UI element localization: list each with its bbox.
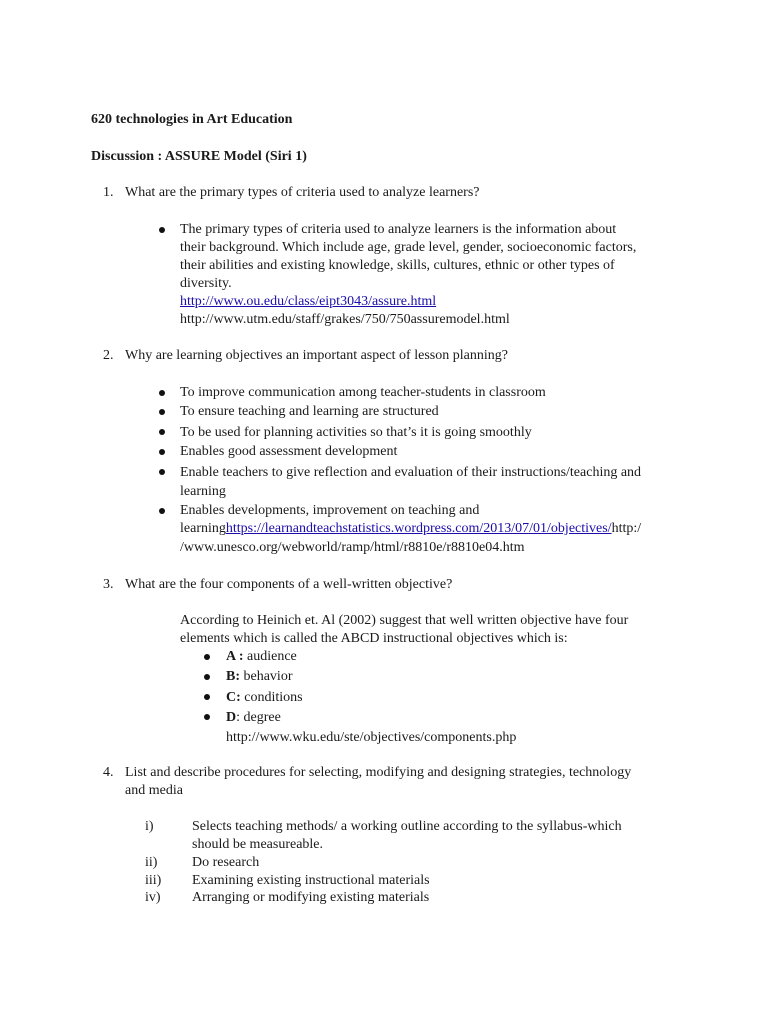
q1-reference-link[interactable]: http://www.ou.edu/class/eipt3043/assure.html [180, 294, 437, 309]
q2-bullet-item: Enables good assessment development [180, 444, 398, 459]
q4-item-text: Do research [192, 855, 260, 870]
q3-reference-text: http://www.wku.edu/ste/objectives/components.php [226, 730, 517, 745]
component-key: B: [226, 669, 240, 684]
q1-answer-line: their abilities and existing knowledge, skills, cultures, ethnic or other types of [180, 258, 615, 273]
q4-item-text: Selects teaching methods/ a working outline according to the syllabus-which [192, 819, 622, 834]
q1-question: What are the primary types of criteria used to analyze learners? [125, 185, 480, 200]
bullet-icon [204, 674, 210, 680]
q4-number: 4. [103, 765, 114, 780]
q1-reference-text: http://www.utm.edu/staff/grakes/750/750assuremodel.html [180, 312, 510, 327]
q4-item-number: iii) [145, 873, 162, 888]
component-key: D [226, 710, 237, 725]
q4-item-number: ii) [145, 855, 158, 870]
q3-intro-line: elements which is called the ABCD instructional objectives which is: [180, 631, 568, 646]
component-key: C: [226, 690, 241, 705]
bullet-icon [159, 429, 165, 435]
q2-bullet-item: To be used for planning activities so that’s it is going smoothly [180, 425, 532, 440]
bullet-icon [159, 227, 165, 233]
q1-number: 1. [103, 185, 114, 200]
bullet-icon [159, 390, 165, 396]
q3-component-item [226, 709, 281, 727]
bullet-icon [204, 694, 210, 700]
component-key: A : [226, 649, 244, 664]
q3-number: 3. [103, 577, 114, 592]
q4-item-text: Arranging or modifying existing materials [192, 890, 430, 905]
bullet-icon [159, 409, 165, 415]
q4-question-line: List and describe procedures for selecting, modifying and designing strategies, technology [125, 765, 632, 780]
q3-component-item [226, 689, 303, 707]
document-title: 620 technologies in Art Education [91, 112, 293, 127]
component-text: : degree [236, 710, 281, 725]
q2-bullet-prefix: learning [180, 521, 226, 536]
q2-bullet-continuation [180, 520, 641, 538]
q3-question: What are the four components of a well-written objective? [125, 577, 453, 592]
q3-component-item [226, 668, 292, 686]
q1-answer-line: The primary types of criteria used to analyze learners is the information about [180, 222, 617, 237]
q4-item-text: Examining existing instructional materials [192, 873, 430, 888]
q3-component-item [226, 648, 297, 666]
q4-question-line: and media [125, 783, 183, 798]
bullet-icon [159, 508, 165, 514]
component-text: behavior [240, 669, 293, 684]
q1-answer-line: diversity. [180, 276, 232, 291]
q4-item-number: i) [145, 819, 154, 834]
q2-bullet-continuation: learning [180, 484, 226, 499]
bullet-icon [159, 449, 165, 455]
bullet-icon [204, 714, 210, 720]
q2-bullet-item: Enables developments, improvement on teaching and [180, 503, 480, 518]
component-text: audience [243, 649, 297, 664]
q4-item-number: iv) [145, 890, 161, 905]
q2-bullet-item: Enable teachers to give reflection and evaluation of their instructions/teaching and [180, 465, 642, 480]
q4-item-continuation: should be measureable. [192, 837, 324, 852]
q2-bullet-suffix: http:/ [611, 521, 642, 536]
q2-bullet-item: To improve communication among teacher-students in classroom [180, 385, 546, 400]
q2-question: Why are learning objectives an important aspect of lesson planning? [125, 348, 508, 363]
q2-bullet-item: To ensure teaching and learning are structured [180, 404, 439, 419]
bullet-icon [204, 654, 210, 660]
document-subtitle: Discussion : ASSURE Model (Siri 1) [91, 149, 307, 164]
q2-reference-link[interactable]: https://learnandteachstatistics.wordpress.com/2013/07/01/objectives/ [225, 521, 612, 536]
component-text: conditions [240, 690, 303, 705]
q2-reference-text: /www.unesco.org/webworld/ramp/html/r8810e/r8810e04.htm [180, 540, 525, 555]
q1-answer-line: their background. Which include age, grade level, gender, socioeconomic factors, [180, 240, 637, 255]
q3-intro-line: According to Heinich et. Al (2002) suggest that well written objective have four [180, 613, 629, 628]
bullet-icon [159, 469, 165, 475]
q2-number: 2. [103, 348, 114, 363]
